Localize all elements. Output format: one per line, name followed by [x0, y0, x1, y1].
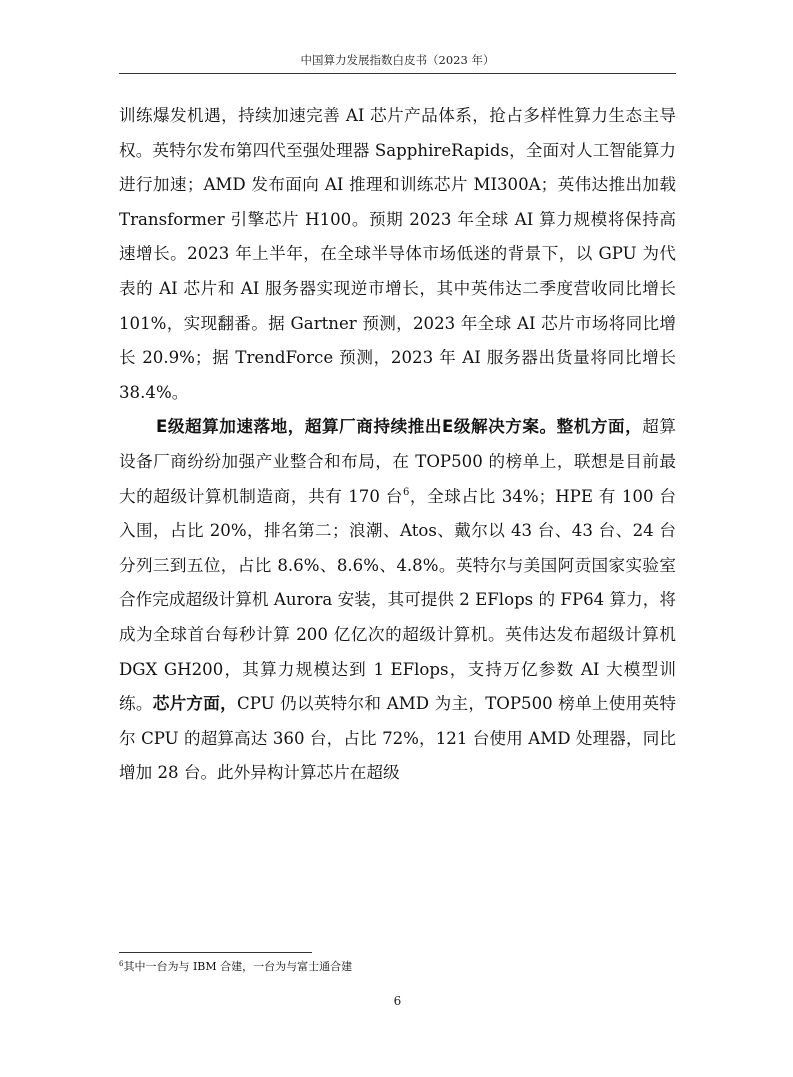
footnote-reference[interactable]: 6 [402, 486, 410, 498]
paragraph-2-text-a: 超算设备厂商纷纷加强产业整合和布局，在 TOP500 的榜单上，联想是目前最大的超级计算机制造商，共有 170 台 [119, 417, 677, 506]
page-number: 6 [393, 994, 402, 1008]
footnote [119, 958, 676, 976]
paragraph-2-text-b: ，全球占比 34%；HPE 有 100 台入围，占比 20%，排名第二；浪潮、Atos、戴尔以 43 台、43 台、24 台分列三到五位，占比 8.6%、8.6%、4.8%。英特尔与美国阿贡国家实验室合作完成超级计算机 Aurora 安装，其可提供 2 EFlops 的 FP64 算力，将成为全球首台每秒计算 200 亿亿次的超级计算机。英伟达发布超级计算机 DGX GH200，其算力规模达到 1 EFlops，支持万亿参数 AI 大模型训练。 [119, 486, 676, 714]
page-body [119, 99, 676, 791]
paragraph-1: 训练爆发机遇，持续加速完善 AI 芯片产品体系，抢占多样性算力生态主导权。英特尔发布第四代至强处理器 SapphireRapids，全面对人工智能算力进行加速；AMD 发布面向 AI 推理和训练芯片 MI300A；英伟达推出加载 Transformer 引擎芯片 H100。预期 2023 年全球 AI 算力规模将保持高速增长。2023 年上半年，在全球半导体市场低迷的背景下，以 GPU 为代表的 AI 芯片和 AI 服务器实现逆市增长，其中英伟达二季度营收同比增长 101%，实现翻番。据 Gartner 预测，2023 年全球 AI 芯片市场将同比增长 20.9%；据 TrendForce 预测，2023 年 AI 服务器出货量将同比增长 38.4%。 [119, 106, 676, 402]
paragraph-2-lead-heading: E级超算加速落地，超算厂商持续推出E级解决方案。整机方面， [156, 417, 643, 437]
paragraph-2 [119, 410, 676, 791]
footnote-marker: 6 [119, 960, 124, 968]
paragraph-2-text-c: CPU 仍以英特尔和 AMD 为主，TOP500 榜单上使用英特尔 CPU 的超算高达 360 台，占比 72%，121 台使用 AMD 处理器，同比增加 28 台。此外异构计算芯片在超级 [119, 694, 676, 783]
running-header: 中国算力发展指数白皮书（2023 年） [300, 53, 495, 67]
footnote-divider [119, 952, 312, 953]
footnote-text: 其中一台为与 IBM 合建，一台为与富士通合建 [123, 960, 353, 973]
paragraph-2-chip-heading: 芯片方面， [152, 694, 238, 714]
header-divider [119, 73, 676, 74]
